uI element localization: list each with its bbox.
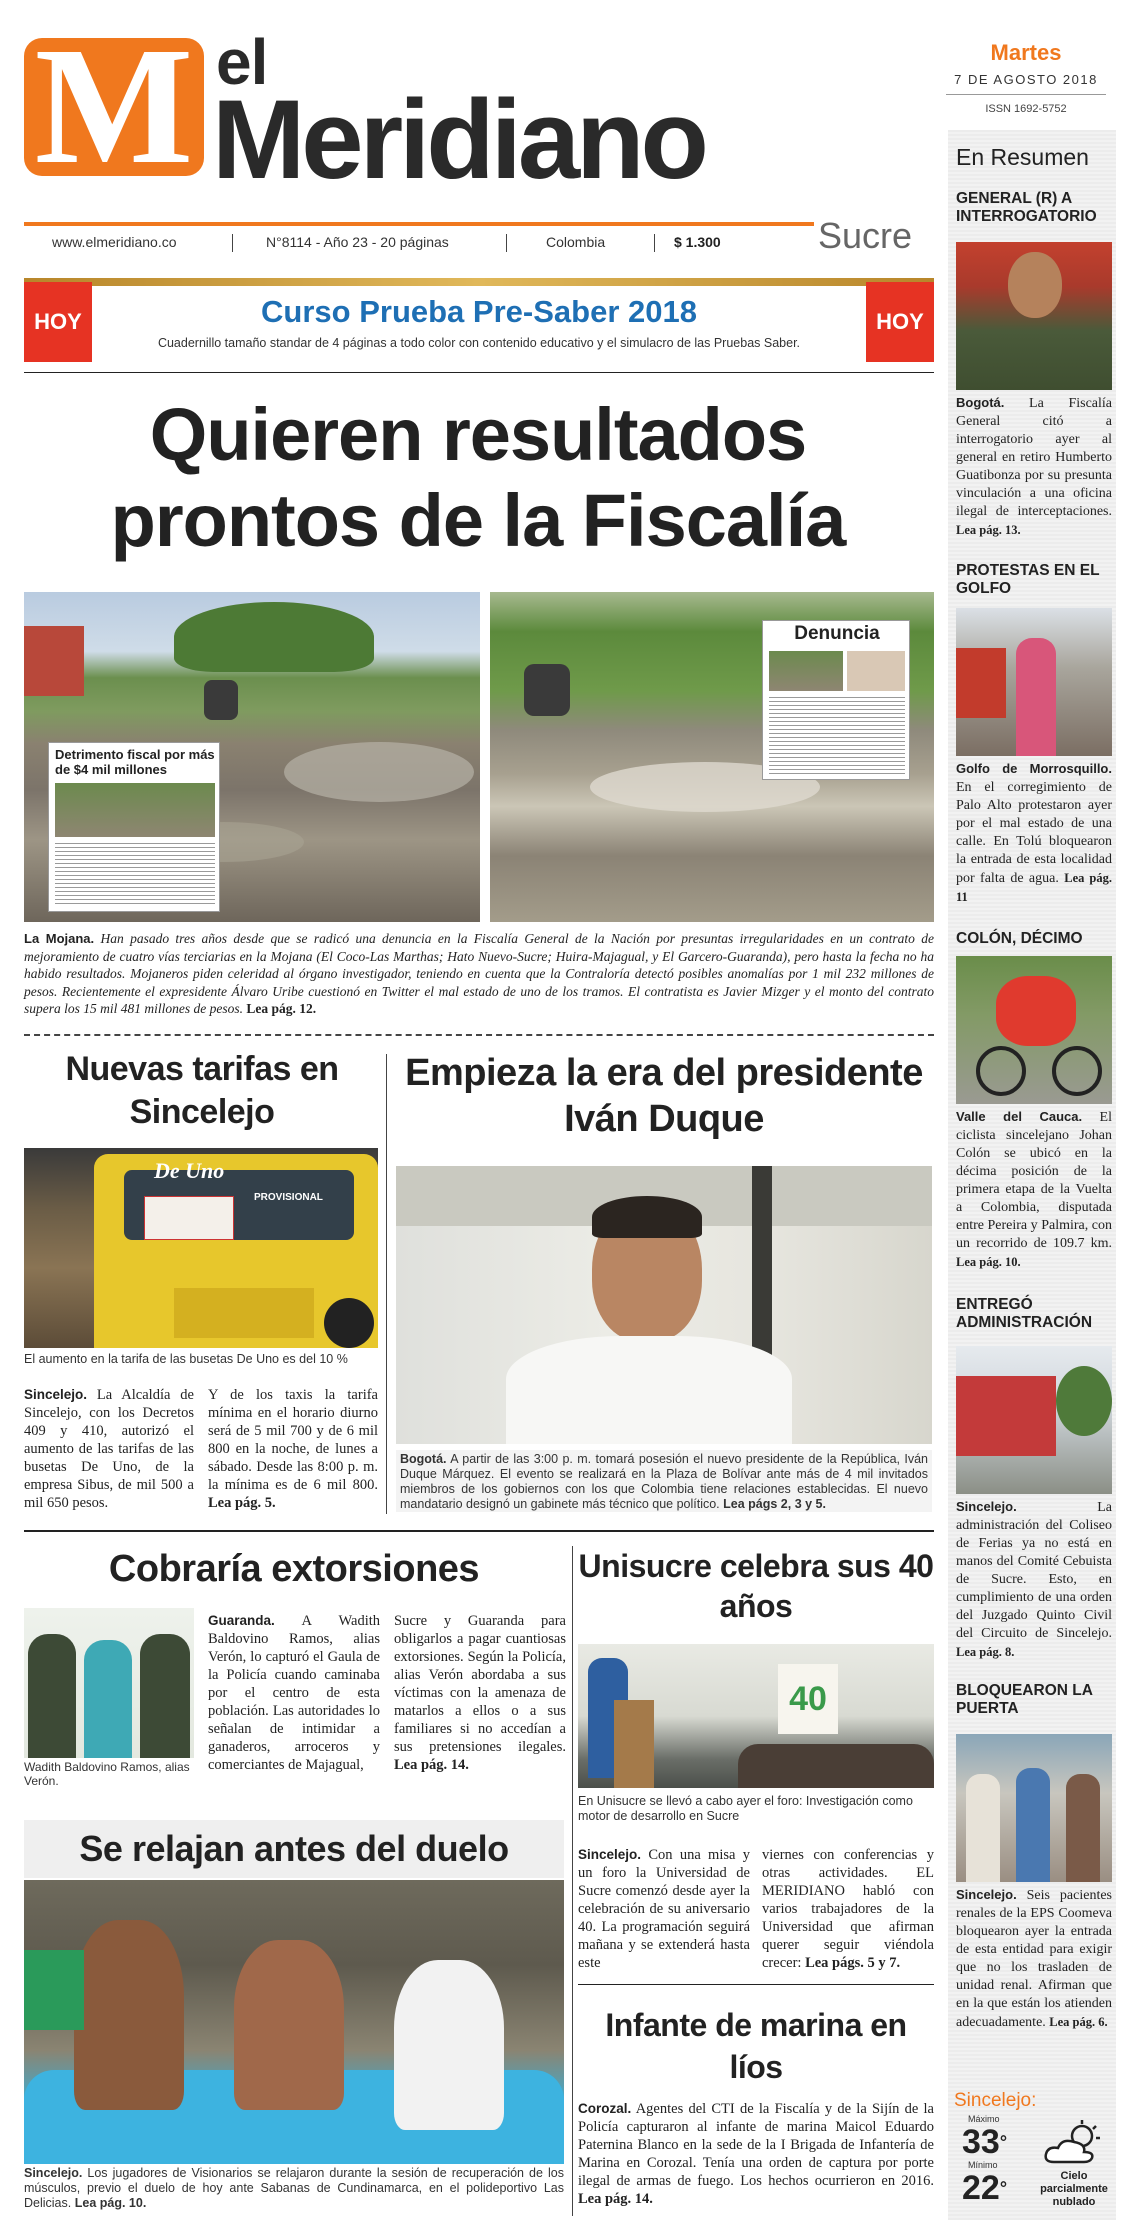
- lead-caption: [24, 930, 934, 1018]
- cyclist-shape: [996, 976, 1076, 1046]
- unisucre-col1-text: Con una misa y un foro la Universidad de Sucre comenzó desde ayer la celebración de su aniversario 40. La programación seguirá mañana y se extenderá hasta este: [578, 1847, 751, 1971]
- tarifas-col1-place: Sincelejo.: [24, 1387, 88, 1402]
- extorsiones-photo-caption: Wadith Baldovino Ramos, alias Verón.: [24, 1760, 190, 1788]
- motorbike-shape: [524, 664, 570, 716]
- sidebar-item-place: Valle del Cauca.: [956, 1109, 1083, 1124]
- sidebar-item-text: La administración del Coliseo de Ferias ya no está en manos del Comité Cebuista de Sucre. Esto, en cumplimiento de una orden del Juzgado Quinto Civil del Circuito de Sincelejo.: [956, 1500, 1112, 1641]
- sidebar-item-body: [956, 1498, 1112, 1662]
- unisucre-photo: [578, 1644, 934, 1788]
- country: Colombia: [546, 234, 606, 250]
- lead-photo-left: [24, 592, 480, 922]
- inset-clipping-photo: [847, 651, 905, 691]
- sidebar-item-place: Sincelejo.: [956, 1499, 1017, 1514]
- inset-clipping-right: [762, 620, 910, 780]
- column-rule: [386, 1054, 387, 1514]
- unisucre-col1-place: Sincelejo.: [578, 1847, 642, 1862]
- sidebar-item-body: [956, 1108, 1112, 1272]
- inset-clipping-textlines: [769, 697, 905, 775]
- infante-place: Corozal.: [578, 2101, 632, 2116]
- date-rule: [946, 94, 1106, 95]
- person-shape: [966, 1774, 1000, 1882]
- extorsiones-col2-ref[interactable]: Lea pág. 14.: [394, 1757, 469, 1773]
- bike-wheel: [1052, 1046, 1102, 1096]
- weather-city: Sincelejo:: [954, 2090, 1037, 2111]
- sidebar-item-place: Sincelejo.: [956, 1887, 1017, 1902]
- sidebar-item-ref[interactable]: Lea pág. 11: [956, 871, 1112, 904]
- tarifas-col2-text: Y de los taxis la tarifa mínima en el horario diurno será de 5 mil 700 y de 6 mil 800 en la noche, de lunes a sábado. Desde las 8:00 p. m. la mínima es de 6 mil 800.: [208, 1387, 378, 1493]
- lead-headline: Quieren resultados prontos de la Fiscalía: [110, 393, 846, 562]
- sidebar-item-title: GENERAL (R) A INTERROGATORIO: [956, 190, 1097, 225]
- sidebar-item-title: ENTREGÓ ADMINISTRACIÓN: [956, 1296, 1093, 1331]
- unisucre-caption: En Unisucre se llevó a cabo ayer el foro: Investigación como motor de desarrollo en Sucre: [578, 1794, 913, 1823]
- bus-sign: De Uno: [154, 1158, 225, 1183]
- unisucre-headline: Unisucre celebra sus 40 años: [578, 1548, 934, 1624]
- sidebar-item-text: La Fiscalía General citó a interrogatorio ayer al general en retiro Humberto Guatibonza por su presunta vinculación a una oficina ilegal de interceptaciones.: [956, 396, 1113, 519]
- house-shape: [24, 626, 84, 696]
- duelo-photo: [24, 1880, 564, 2164]
- audience-shape: [738, 1744, 934, 1788]
- sidebar-item-place: Golfo de Morrosquillo.: [956, 761, 1112, 776]
- column-rule: [572, 1546, 573, 2216]
- section-rule: [24, 1530, 934, 1532]
- weather-max-unit: °: [999, 2132, 1008, 2152]
- lead-caption-place: La Mojana.: [24, 931, 95, 946]
- player-shape: [234, 1940, 344, 2110]
- weather-min-value: [962, 2170, 1007, 2206]
- bus-shape: [956, 648, 1006, 718]
- inset-clipping-photo: [55, 783, 215, 837]
- sidebar-item-text: Seis pacientes renales de la EPS Coomeva bloquearon ayer la entrada de esta entidad para exigir que no los trasladen de unidad renal. Afirman que en la que están los atienden adecuadamente.: [956, 1888, 1112, 2030]
- person-hair: [592, 1196, 702, 1238]
- player-shape: [74, 1920, 184, 2110]
- player-shape: [394, 1960, 504, 2130]
- duelo-caption-place: Sincelejo.: [24, 2166, 83, 2180]
- tree-shape: [1056, 1366, 1112, 1436]
- bus-wheel: [324, 1298, 374, 1348]
- tarifas-caption: El aumento en la tarifa de las busetas De Uno es del 10 %: [24, 1352, 348, 1366]
- building-shape: [956, 1376, 1056, 1456]
- infobar-divider: [506, 234, 507, 252]
- inset-clipping-title: Denuncia: [794, 623, 880, 644]
- extorsiones-photo: [24, 1608, 194, 1758]
- sidebar-item-photo: [956, 956, 1112, 1104]
- lead-caption-text: Han pasado tres años desde que se radicó una denuncia en la Fiscalía General de la Nación por presuntas irregularidades en un contrato de mejoramiento de cuatro vías terciarias en la Mojana (El Coco-Las Marthas; Hato Nuevo-Sucre; Huira-Majagual, y El Garcero-Guaranda), pero hasta la fecha no ha habido resultados. Mojaneros piden celeridad al órgano investigador, teniendo en cuenta que la Contraloría detectó posibles anomalías por 1 mil 232 millones de pesos. Recientemente el expresidente Álvaro Uribe cuestionó en Twitter el mal estado de uno de los tramos. El contratista es Javier Mizger y el monto del contrato supera los 15 mil 481 millones de pesos.: [24, 931, 934, 1016]
- issn: ISSN 1692-5752: [985, 103, 1067, 115]
- duque-caption: [396, 1450, 932, 1512]
- section-rule: [578, 1984, 934, 1985]
- duque-caption-place: Bogotá.: [400, 1452, 447, 1466]
- sidebar: [948, 130, 1116, 2220]
- weather-max-value: [962, 2124, 1007, 2160]
- protester-shape: [1016, 638, 1056, 756]
- police-officer: [28, 1634, 76, 1758]
- lead-caption-ref[interactable]: Lea pág. 12.: [246, 1001, 317, 1016]
- logo-mark: [24, 38, 204, 176]
- extorsiones-col2-text: Sucre y Guaranda para obligarlos a pagar cuantiosas extorsiones. Según la Policía, alias Verón abordaba a sus víctimas con la amenaza de matarlos a ellos o a sus familiares si no accedían a sus pretensiones ilegales.: [394, 1613, 566, 1755]
- unisucre-col2-ref[interactable]: Lea págs. 5 y 7.: [805, 1955, 901, 1971]
- promo-badge-left: HOY: [24, 282, 92, 362]
- inset-clipping-title: Detrimento fiscal por más de $4 mil millones: [55, 747, 215, 777]
- partly-cloudy-icon: [1042, 2120, 1106, 2166]
- duque-caption-text: A partir de las 3:00 p. m. tomará posesión el nuevo presidente de la República, Iván Duque Márquez. El evento se realizará en la Plaza de Bolívar ante más de 4 mil invitados miembros de los gobiernos con los que Colombia tiene relaciones establecidas. El nuevo mandatario designó un gabinete más técnico que político.: [400, 1452, 928, 1511]
- extorsiones-headline: Cobraría extorsiones: [108, 1548, 480, 1590]
- bus-grille: [174, 1288, 314, 1338]
- tarifas-col1-text: La Alcaldía de Sincelejo, con los Decretos 409 y 410, autorizó el aumento de las tarifas de las busetas De Uno, de la empresa Sibus, de mil 500 a mil 650 pesos.: [24, 1387, 194, 1511]
- motorbike-shape: [204, 680, 238, 720]
- logo-letter: M: [34, 38, 194, 176]
- bus-paper-sign: [144, 1196, 234, 1240]
- weather-max-label: Máximo: [968, 2114, 1000, 2124]
- sidebar-item-title: PROTESTAS EN EL GOLFO: [956, 562, 1100, 597]
- bike-wheel: [976, 1046, 1026, 1096]
- sidebar-item-photo: [956, 608, 1112, 756]
- weather-min-unit: °: [999, 2178, 1008, 2198]
- sidebar-item-text: En el corregimiento de Palo Alto protestaron ayer por el mal estado de una calle. En Tolú bloquearon la entrada de esta localidad por falta de agua.: [956, 780, 1112, 886]
- sidebar-title: En Resumen: [956, 144, 1089, 170]
- dashed-rule: [24, 1034, 934, 1036]
- police-officer: [140, 1634, 190, 1758]
- infante-text: Agentes del CTI de la Fiscalía y de la Sijín de la Policía capturaron al infante de marina Maicol Eduardo Paternina Blanco en la sede de la I Brigada de Infantería de Marina en Corozal. Tenía una orden de captura por porte ilegal de armas de fuego. Los hechos ocurrieron en 2016.: [578, 2101, 934, 2189]
- infante-headline: Infante de marina en líos: [605, 2007, 907, 2085]
- sidebar-item-body: [956, 1886, 1112, 2032]
- tarifas-col1: [24, 1386, 194, 1512]
- duque-photo: [396, 1166, 932, 1444]
- duque-caption-ref[interactable]: Lea págs 2, 3 y 5.: [723, 1497, 826, 1511]
- sidebar-item-ref[interactable]: Lea pág. 8.: [956, 1645, 1015, 1659]
- tree-shape: [174, 602, 374, 672]
- extorsiones-col1-text: A Wadith Baldovino Ramos, alias Verón, lo capturó el Gaula de la Policía cuando caminaba por el centro de esta población. Las autoridades lo señalan de intimidar a ganaderos, arroceros y comerciantes de Majagual,: [208, 1613, 380, 1773]
- title-small: el: [216, 26, 268, 98]
- sidebar-item-photo: [956, 1734, 1112, 1882]
- edition-label: Sucre: [818, 215, 913, 256]
- bucket-shape: [24, 1950, 84, 2030]
- tarifas-photo: [24, 1148, 378, 1348]
- duelo-headline: Se relajan antes del duelo: [79, 1828, 509, 1869]
- unisucre-col2-text: viernes con conferencias y otras actividades. EL MERIDIANO habló con varios trabajadores de la Universidad que afirman querer seguir viéndola crecer:: [762, 1847, 934, 1971]
- inset-clipping-left: [48, 742, 220, 912]
- sidebar-item-photo: [956, 1346, 1112, 1494]
- sidebar-item-photo: [956, 242, 1112, 390]
- masthead-orange-rule: [24, 222, 814, 226]
- bus-sign-sub: PROVISIONAL: [254, 1192, 323, 1203]
- person-shape: [1016, 1768, 1050, 1882]
- sidebar-item-title: COLÓN, DÉCIMO: [956, 930, 1083, 947]
- promo-title: Curso Prueba Pre-Saber 2018: [261, 294, 697, 329]
- duelo-caption-text: Los jugadores de Visionarios se relajaron durante la sesión de recuperación de los músculos, previo el duelo de hoy ante Sabanas de Cundinamarca, en el polideportivo Las Delicias.: [24, 2166, 564, 2210]
- sidebar-item-ref[interactable]: Lea pág. 13.: [956, 523, 1021, 537]
- issue-day: Martes: [990, 40, 1062, 65]
- unisucre-col2: [762, 1846, 934, 1972]
- website-link[interactable]: www.elmeridiano.co: [52, 234, 177, 250]
- extorsiones-col2: [394, 1612, 566, 1774]
- issue-date: 7 DE AGOSTO 2018: [954, 72, 1098, 87]
- sidebar-item-body: [956, 394, 1112, 540]
- weather-condition: Cielo parcialmente nublado: [1040, 2170, 1108, 2208]
- issue-number: N°8114 - Año 23 - 20 páginas: [266, 234, 449, 250]
- promo-subtitle: Cuadernillo tamaño standar de 4 páginas a todo color con contenido educativo y el simulacro de las Pruebas Saber.: [157, 336, 801, 350]
- title-main: Meridiano: [212, 77, 705, 202]
- person-shape: [1066, 1774, 1100, 1882]
- promo-top-bar: [24, 278, 934, 286]
- podium-shape: [614, 1700, 654, 1788]
- suspect: [84, 1640, 132, 1758]
- anniversary-banner: 40: [778, 1664, 838, 1734]
- mud-puddle: [284, 742, 474, 802]
- sidebar-item-title: BLOQUEARON LA PUERTA: [956, 1682, 1093, 1717]
- infobar-divider: [232, 234, 233, 252]
- extorsiones-col1: [208, 1612, 380, 1774]
- promo-badge-right: HOY: [866, 282, 934, 362]
- unisucre-col1: [578, 1846, 750, 1972]
- promo-banner[interactable]: [24, 278, 934, 364]
- weather-max-number: 33: [962, 2123, 1000, 2161]
- tarifas-col2: [208, 1386, 378, 1512]
- lead-photo-right: [490, 592, 934, 922]
- sidebar-item-text: El ciclista sincelejano Johan Colón se ubicó en la décima posición de la primera etapa de la Vuelta a Colombia, disputada entre Pereira y Palmira, con un recorrido de 109.7 km.: [956, 1110, 1112, 1251]
- infante-ref[interactable]: Lea pág. 14.: [578, 2191, 653, 2207]
- duque-headline: Empieza la era del presidente Iván Duque: [405, 1052, 923, 1140]
- tarifas-col2-ref[interactable]: Lea pág. 5.: [208, 1495, 276, 1511]
- sidebar-item-body: [956, 760, 1112, 907]
- inset-clipping-textlines: [55, 843, 215, 907]
- tarifas-headline: Nuevas tarifas en Sincelejo: [65, 1050, 339, 1131]
- sidebar-item-place: Bogotá.: [956, 395, 1005, 410]
- inset-clipping-photo: [769, 651, 843, 691]
- infobar-divider: [654, 234, 655, 252]
- section-rule: [24, 372, 934, 373]
- weather-min-number: 22: [962, 2169, 1000, 2207]
- weather-min-label: Mínimo: [968, 2160, 998, 2170]
- general-head: [1008, 252, 1062, 318]
- duelo-caption: [24, 2166, 564, 2211]
- duelo-caption-ref[interactable]: Lea pág. 10.: [74, 2196, 147, 2210]
- person-shirt: [506, 1336, 792, 1444]
- extorsiones-col1-place: Guaranda.: [208, 1613, 275, 1628]
- infante-body: [578, 2100, 934, 2208]
- sidebar-item-ref[interactable]: Lea pág. 6.: [1049, 2015, 1108, 2029]
- price: $ 1.300: [674, 234, 721, 250]
- sidebar-item-ref[interactable]: Lea pág. 10.: [956, 1255, 1021, 1269]
